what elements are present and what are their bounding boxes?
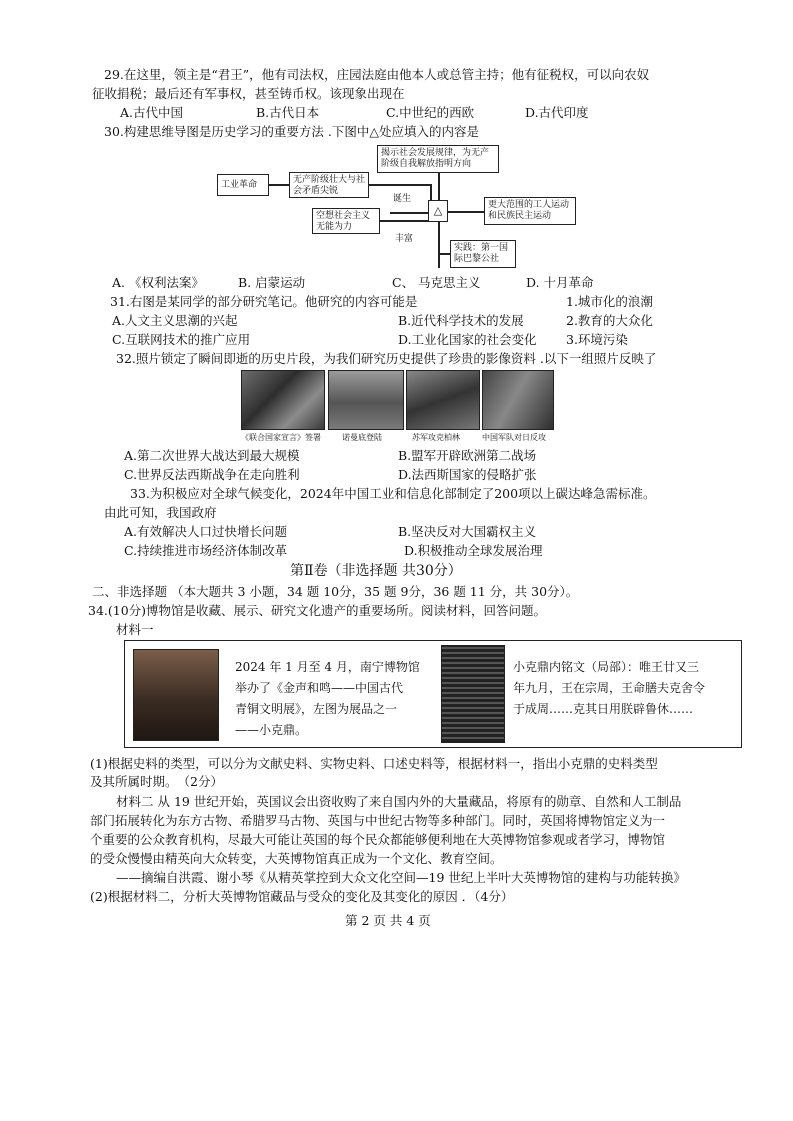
q30-option-c: C、 马克思主义 [392,275,481,290]
q32-option-c: C.世界反法西斯战争在走向胜利 [124,467,300,482]
q31-option-a: A.人文主义思潮的兴起 [112,313,238,328]
q30-option-a: A. 《权利法案》 [112,275,204,290]
inscription-image [441,645,505,743]
q32-option-a: A.第二次世界大战达到最大规模 [124,448,300,463]
q31-note-2: 2.教育的大众化 [566,313,653,328]
photo-china-army [482,370,554,430]
arrow-line [269,184,289,186]
q29-option-c: C.中世纪的西欧 [386,105,475,120]
q33-option-b: B.坚决反对大国霸权主义 [398,524,537,539]
text-line: 青铜文明展》，左图为展品之一 [235,702,398,716]
arrow-line [448,211,484,213]
box-reveal-laws: 揭示社会发展规律，为无产阶级自我解放指明方向 [377,145,499,173]
bronze-ding-image [133,649,219,741]
arrow-line [438,222,440,268]
material-2-source: ——摘编自洪霞、谢小琴《从精英掌控到大众文化空间—19 世纪上半叶大英博物馆的建构与功能转换》 [116,870,686,885]
q30-stem: 30.构建思维导图是历史学习的重要方法 .下图中△处应填入的内容是 [104,124,479,139]
q33-option-a: A.有效解决人口过快增长问题 [124,524,288,539]
photo-declaration [241,370,325,430]
q32-stem: 32.照片锁定了瞬间即逝的历史片段，为我们研究历史提供了珍贵的影像资料 .以下一组照片反映了 [116,351,657,366]
q31-option-d: D.工业化国家的社会变化 [398,332,537,347]
text-line: 年九月，王在宗周，王命膳夫克舍令 [513,681,706,695]
photo-berlin [406,370,480,430]
q29-stem-line2: 征收捐税；最后还有军事权，甚至铸币权。该现象出现在 [92,86,405,101]
text-line: 于成周……克其日用朕辟鲁休…… [513,702,694,716]
arrow-line [438,253,450,255]
caption-normandy: 诺曼底登陆 [342,433,382,442]
q34-sub2: (2)根据材料二，分析大英博物馆藏品与受众的变化及其变化的原因 ．（4分） [90,889,514,904]
q34-sub1-line1: (1)根据史料的类型，可以分为文献史料、实物史料、口述史料等，根据材料一，指出小克鼎的史料类型 [90,756,658,771]
arrow-line [438,173,440,200]
text-line: 小克鼎内铭文（局部）：唯王廿又三 [513,660,700,674]
label-birth: 诞生 [393,194,412,204]
q31-note-3: 3.环境污染 [566,332,628,347]
q29-option-b: B.古代日本 [256,105,320,120]
triangle-box: △ [428,200,448,222]
box-practice: 实践：第一国际巴黎公社 [450,240,516,268]
section2-intro: 二、非选择题 （本大题共 3 小题，34 题 10分，35 题 9分，36 题 11 分，共 30分）。 [92,584,579,599]
material-1-left-text [235,657,420,741]
q30-option-b: B. 启蒙运动 [238,275,306,290]
q31-stem: 31.右图是某同学的部分研究笔记。他研究的内容可能是 [110,294,418,309]
arrow-line [369,184,431,186]
q33-stem-line1: 33.为积极应对全球气候变化，2024年中国工业和信息化部制定了200项以上碳达峰急需标准。 [130,486,656,501]
material-1-box [124,640,742,748]
label-enrich: 丰富 [395,234,414,244]
section2-title: 第Ⅱ卷（非选择题 共30分） [290,563,462,579]
material-2-line3: 个重要的公众教育机构，尽最大可能让英国的每个民众都能够便利地在大英博物馆参观或者学习，博物馆 [90,832,666,847]
q31-note-1: 1.城市化的浪潮 [566,294,653,309]
q29-option-d: D.古代印度 [525,105,589,120]
material-2-line2: 部门拓展转化为东方古物、希腊罗马古物、英国与中世纪古物等多种部门。同时，英国将博物馆定义为一 [90,813,666,828]
material-2-line4: 的受众慢慢由精英向大众转变，大英博物馆真正成为一个文化、教育空间。 [90,851,503,866]
q33-option-c: C.持续推进市场经济体制改革 [124,543,288,558]
q34-sub1-line2: 及其所属时期。 （2分） [90,774,223,789]
q31-option-c: C.互联网技术的推广应用 [112,332,251,347]
page-footer: 第 2 页 共 4 页 [345,913,431,928]
text-line: 举办了《金声和鸣——中国古代 [235,681,404,695]
material-1-label: 材料一 [116,622,154,637]
q33-option-d: D.积极推动全球发展治理 [404,543,543,558]
material-1-right-text [513,657,705,720]
caption-berlin: 苏军攻克柏林 [412,433,460,442]
q29-option-a: A.古代中国 [120,105,184,120]
material-2-line1: 材料二 从 19 世纪开始，英国议会出资收购了来自国内外的大量藏品，将原有的勋章、自然和人工制品 [116,794,682,809]
arrow-line [390,212,430,214]
caption-china-army: 中国军队对日反攻 [482,433,546,442]
box-workers-movement: 更大范围的工人运动和民族民主运动 [484,197,576,225]
q33-stem-line2: 由此可知，我国政府 [104,505,217,520]
arrow-line [380,220,428,222]
text-line: 2024 年 1 月至 4 月，南宁博物馆 [235,660,420,674]
photo-normandy [328,370,404,430]
box-utopian: 空想社会主义无能为力 [312,208,380,234]
box-proletariat: 无产阶级壮大与社会矛盾尖锐 [289,172,369,198]
box-industrial-revolution: 工业革命 [217,174,269,196]
q32-option-b: B.盟军开辟欧洲第二战场 [398,448,537,463]
q29-stem-line1: 29.在这里，领主是“君王”，他有司法权，庄园法庭由他本人或总管主持；他有征税权，可以向农奴 [104,67,650,82]
q31-option-b: B.近代科学技术的发展 [398,313,524,328]
text-line: ——小克鼎。 [235,723,308,737]
q34-stem: 34.(10分)博物馆是收藏、展示、研究文化遗产的重要场所。阅读材料，回答问题。 [88,603,547,618]
q32-option-d: D.法西斯国家的侵略扩张 [398,467,537,482]
q30-option-d: D. 十月革命 [526,275,594,290]
caption-declaration: 《联合国家宣言》签署 [241,433,321,442]
